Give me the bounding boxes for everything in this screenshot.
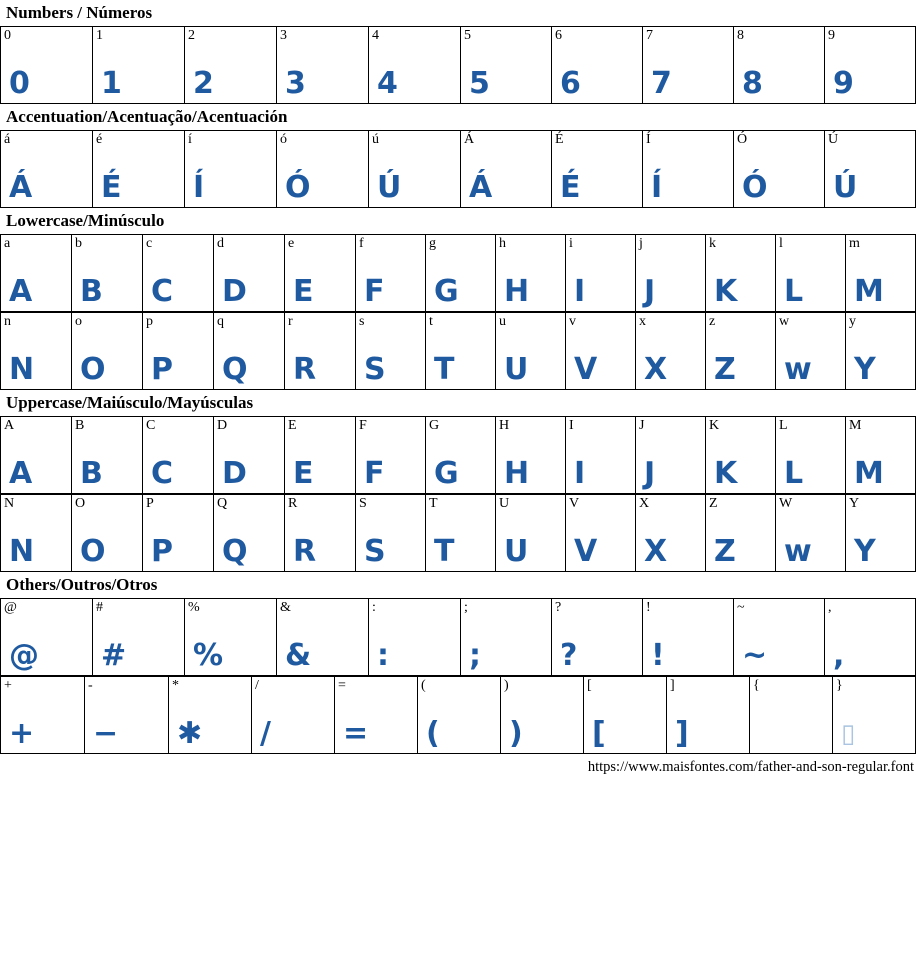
glyph-cell bbox=[461, 598, 552, 676]
glyph-row bbox=[0, 26, 916, 104]
glyph-cell-sample: Ú bbox=[833, 170, 858, 205]
glyph-cell bbox=[566, 234, 636, 312]
glyph-cell bbox=[825, 26, 916, 104]
glyph-cell-label: N bbox=[4, 496, 15, 511]
glyph-cell-sample: 0 bbox=[9, 66, 30, 101]
glyph-cell bbox=[566, 416, 636, 494]
glyph-cell-sample: # bbox=[101, 638, 127, 673]
glyph-cell-sample: Y bbox=[854, 534, 876, 569]
glyph-cell-sample: Q bbox=[222, 534, 248, 569]
glyph-cell-sample: 9 bbox=[833, 66, 854, 101]
glyph-cell bbox=[643, 26, 734, 104]
glyph-cell-sample: Ú bbox=[377, 170, 402, 205]
glyph-cell bbox=[776, 416, 846, 494]
glyph-cell-label: F bbox=[359, 418, 367, 433]
glyph-cell-sample: w bbox=[784, 352, 812, 387]
glyph-cell bbox=[496, 494, 566, 572]
glyph-cell bbox=[369, 26, 461, 104]
glyph-cell bbox=[285, 312, 356, 390]
glyph-cell-label: g bbox=[429, 236, 436, 251]
section-title-numbers: Numbers / Números bbox=[6, 3, 153, 22]
glyph-cell-label: B bbox=[75, 418, 85, 433]
glyph-cell bbox=[552, 598, 643, 676]
glyph-cell bbox=[418, 676, 501, 754]
glyph-cell-label: z bbox=[709, 314, 716, 329]
glyph-cell-label: b bbox=[75, 236, 82, 251]
glyph-cell bbox=[93, 130, 185, 208]
glyph-cell bbox=[143, 234, 214, 312]
glyph-cell bbox=[643, 598, 734, 676]
glyph-cell bbox=[552, 130, 643, 208]
glyph-cell-label: n bbox=[4, 314, 11, 329]
glyph-cell bbox=[252, 676, 335, 754]
glyph-cell-label: Y bbox=[849, 496, 860, 511]
glyph-cell-sample: Ó bbox=[742, 170, 768, 205]
glyph-cell bbox=[426, 234, 496, 312]
glyph-cell bbox=[750, 676, 833, 754]
glyph-cell-label: Q bbox=[217, 496, 228, 511]
glyph-cell-label: d bbox=[217, 236, 224, 251]
glyph-cell-label: l bbox=[779, 236, 783, 251]
glyph-cell-sample: B bbox=[80, 456, 103, 491]
glyph-cell-sample: 5 bbox=[469, 66, 490, 101]
glyph-cell bbox=[1, 26, 93, 104]
glyph-cell-sample: T bbox=[434, 534, 455, 569]
glyph-cell bbox=[277, 130, 369, 208]
glyph-cell-sample: S bbox=[364, 352, 386, 387]
glyph-cell bbox=[496, 312, 566, 390]
glyph-cell-label: + bbox=[4, 678, 12, 693]
glyph-cell-label: f bbox=[359, 236, 364, 251]
glyph-cell bbox=[776, 312, 846, 390]
glyph-cell bbox=[285, 494, 356, 572]
glyph-cell-label: ? bbox=[555, 600, 562, 615]
glyph-cell-label: á bbox=[4, 132, 11, 147]
glyph-cell bbox=[214, 416, 285, 494]
glyph-cell-label: C bbox=[146, 418, 156, 433]
glyph-cell-sample: ; bbox=[469, 638, 481, 673]
glyph-cell-sample: F bbox=[364, 274, 385, 309]
glyph-cell bbox=[825, 130, 916, 208]
glyph-cell bbox=[1, 494, 72, 572]
glyph-cell-sample: F bbox=[364, 456, 385, 491]
glyph-cell bbox=[143, 416, 214, 494]
glyph-cell bbox=[185, 26, 277, 104]
glyph-cell-sample: Y bbox=[854, 352, 876, 387]
glyph-cell-sample: ) bbox=[509, 716, 523, 751]
glyph-cell-sample: O bbox=[80, 352, 106, 387]
glyph-cell bbox=[584, 676, 667, 754]
glyph-cell-sample: J bbox=[644, 274, 656, 309]
glyph-cell-sample: U bbox=[504, 534, 529, 569]
glyph-cell-sample: V bbox=[574, 534, 598, 569]
glyph-cell bbox=[72, 234, 143, 312]
glyph-cell-sample: R bbox=[293, 534, 317, 569]
glyph-cell-label: s bbox=[359, 314, 365, 329]
glyph-cell-sample: É bbox=[101, 170, 122, 205]
glyph-cell bbox=[214, 234, 285, 312]
glyph-cell-label: ] bbox=[670, 678, 675, 693]
glyph-cell-label: m bbox=[849, 236, 860, 251]
glyph-cell bbox=[643, 130, 734, 208]
glyph-cell bbox=[636, 416, 706, 494]
glyph-cell bbox=[825, 598, 916, 676]
glyph-cell-sample: ! bbox=[651, 638, 665, 673]
glyph-cell-sample: K bbox=[714, 274, 738, 309]
section-title-lowercase: Lowercase/Minúsculo bbox=[6, 211, 165, 230]
glyph-cell-label: u bbox=[499, 314, 506, 329]
glyph-cell bbox=[496, 416, 566, 494]
glyph-cell-sample: G bbox=[434, 274, 459, 309]
glyph-cell-label: e bbox=[288, 236, 295, 251]
glyph-cell bbox=[667, 676, 750, 754]
glyph-cell-label: y bbox=[849, 314, 856, 329]
glyph-cell-label: 9 bbox=[828, 28, 835, 43]
glyph-cell bbox=[356, 234, 426, 312]
glyph-row bbox=[0, 494, 916, 572]
glyph-cell-sample: R bbox=[293, 352, 317, 387]
glyph-cell-sample: & bbox=[285, 638, 312, 673]
glyph-cell-label: 6 bbox=[555, 28, 562, 43]
glyph-cell bbox=[185, 598, 277, 676]
glyph-cell-label: Á bbox=[464, 132, 475, 147]
glyph-cell bbox=[72, 494, 143, 572]
glyph-cell-sample: A bbox=[9, 456, 33, 491]
glyph-cell bbox=[214, 494, 285, 572]
glyph-cell bbox=[706, 234, 776, 312]
glyph-cell-sample: G bbox=[434, 456, 459, 491]
glyph-cell-sample: P bbox=[151, 534, 173, 569]
glyph-cell-sample: Q bbox=[222, 352, 248, 387]
glyph-cell-label: j bbox=[639, 236, 643, 251]
section-title-others: Others/Outros/Otros bbox=[6, 575, 158, 594]
glyph-cell-label: c bbox=[146, 236, 153, 251]
glyph-cell-label: h bbox=[499, 236, 506, 251]
glyph-cell-sample: : bbox=[377, 638, 389, 673]
glyph-cell-sample: Z bbox=[714, 352, 736, 387]
glyph-cell-label: I bbox=[569, 418, 574, 433]
glyph-cell-label: 3 bbox=[280, 28, 287, 43]
glyph-cell bbox=[846, 494, 916, 572]
glyph-cell-label: # bbox=[96, 600, 103, 615]
glyph-row bbox=[0, 676, 916, 754]
glyph-cell-sample: V bbox=[574, 352, 598, 387]
glyph-cell-label: v bbox=[569, 314, 576, 329]
glyph-cell-sample: / bbox=[260, 716, 271, 751]
glyph-cell-label: x bbox=[639, 314, 646, 329]
glyph-cell bbox=[143, 312, 214, 390]
glyph-cell-sample: I bbox=[574, 456, 586, 491]
glyph-cell-label: @ bbox=[4, 600, 17, 615]
glyph-cell-sample: L bbox=[784, 274, 804, 309]
glyph-cell bbox=[734, 26, 825, 104]
glyph-cell-sample: S bbox=[364, 534, 386, 569]
glyph-cell bbox=[169, 676, 252, 754]
glyph-cell-label: L bbox=[779, 418, 788, 433]
glyph-cell bbox=[833, 676, 916, 754]
glyph-cell bbox=[214, 312, 285, 390]
glyph-cell-label: 5 bbox=[464, 28, 471, 43]
glyph-cell bbox=[776, 234, 846, 312]
glyph-cell-label: í bbox=[188, 132, 192, 147]
glyph-cell-label: 4 bbox=[372, 28, 379, 43]
glyph-cell-label: Ó bbox=[737, 132, 748, 147]
glyph-cell-sample: C bbox=[151, 456, 174, 491]
glyph-cell bbox=[369, 130, 461, 208]
glyph-cell-label: S bbox=[359, 496, 367, 511]
glyph-cell-sample: H bbox=[504, 274, 530, 309]
glyph-cell bbox=[846, 416, 916, 494]
glyph-cell-sample: N bbox=[9, 352, 35, 387]
glyph-cell bbox=[501, 676, 584, 754]
glyph-cell-label: M bbox=[849, 418, 862, 433]
glyph-cell-label: W bbox=[779, 496, 793, 511]
section-title-accentuation: Accentuation/Acentuação/Acentuación bbox=[6, 107, 288, 126]
glyph-cell-label: } bbox=[836, 678, 843, 693]
glyph-cell bbox=[496, 234, 566, 312]
glyph-cell-sample: B bbox=[80, 274, 103, 309]
glyph-cell-label: R bbox=[288, 496, 298, 511]
glyph-cell-label: X bbox=[639, 496, 650, 511]
glyph-cell-sample: D bbox=[222, 274, 247, 309]
glyph-cell-sample: 3 bbox=[285, 66, 306, 101]
glyph-cell-sample: ( bbox=[426, 716, 440, 751]
glyph-cell-label: p bbox=[146, 314, 153, 329]
glyph-cell-sample: P bbox=[151, 352, 173, 387]
glyph-cell-label: o bbox=[75, 314, 82, 329]
glyph-cell-sample: O bbox=[80, 534, 106, 569]
glyph-cell-label: a bbox=[4, 236, 11, 251]
glyph-cell bbox=[734, 130, 825, 208]
glyph-cell-label: Z bbox=[709, 496, 718, 511]
glyph-cell bbox=[846, 312, 916, 390]
glyph-cell-label: % bbox=[188, 600, 200, 615]
glyph-cell bbox=[706, 494, 776, 572]
glyph-cell bbox=[285, 234, 356, 312]
glyph-cell-label: 8 bbox=[737, 28, 744, 43]
glyph-cell bbox=[143, 494, 214, 572]
glyph-cell-sample: K bbox=[714, 456, 738, 491]
glyph-cell bbox=[426, 416, 496, 494]
glyph-cell bbox=[566, 312, 636, 390]
glyph-cell bbox=[636, 494, 706, 572]
glyph-cell-label: 7 bbox=[646, 28, 653, 43]
glyph-cell bbox=[461, 130, 552, 208]
glyph-cell-label: - bbox=[88, 678, 93, 693]
glyph-cell-sample: E bbox=[293, 456, 314, 491]
glyph-cell-sample: Ó bbox=[285, 170, 311, 205]
glyph-cell-sample: ? bbox=[560, 638, 578, 673]
glyph-cell bbox=[461, 26, 552, 104]
glyph-cell-sample: − bbox=[93, 716, 119, 751]
glyph-cell-sample: 2 bbox=[193, 66, 214, 101]
glyph-cell bbox=[1, 234, 72, 312]
section-title-uppercase: Uppercase/Maiúsculo/Mayúsculas bbox=[6, 393, 254, 412]
glyph-cell-label: É bbox=[555, 132, 564, 147]
glyph-cell-sample: L bbox=[784, 456, 804, 491]
glyph-cell-sample: A bbox=[9, 274, 33, 309]
glyph-cell-label: [ bbox=[587, 678, 592, 693]
glyph-cell-sample: H bbox=[504, 456, 530, 491]
glyph-row bbox=[0, 598, 916, 676]
glyph-cell bbox=[85, 676, 169, 754]
glyph-cell-sample: T bbox=[434, 352, 455, 387]
glyph-cell-label: k bbox=[709, 236, 716, 251]
glyph-cell-sample: I bbox=[574, 274, 586, 309]
glyph-cell bbox=[72, 312, 143, 390]
glyph-cell-sample: Í bbox=[193, 170, 205, 205]
glyph-cell-sample: C bbox=[151, 274, 174, 309]
glyph-cell-label: / bbox=[255, 678, 259, 693]
glyph-cell-label: A bbox=[4, 418, 15, 433]
glyph-cell-label: Ú bbox=[828, 132, 839, 147]
glyph-row bbox=[0, 312, 916, 390]
glyph-row bbox=[0, 130, 916, 208]
glyph-cell-sample: Í bbox=[651, 170, 663, 205]
glyph-cell-sample: 4 bbox=[377, 66, 398, 101]
glyph-cell-label: ) bbox=[504, 678, 509, 693]
glyph-cell bbox=[566, 494, 636, 572]
glyph-cell-sample: 7 bbox=[651, 66, 672, 101]
glyph-cell bbox=[1, 676, 85, 754]
glyph-cell-label: { bbox=[753, 678, 760, 693]
glyph-cell bbox=[846, 234, 916, 312]
glyph-cell-label: Í bbox=[646, 132, 651, 147]
glyph-cell-label: 1 bbox=[96, 28, 103, 43]
glyph-cell-sample: U bbox=[504, 352, 529, 387]
glyph-cell-label: E bbox=[288, 418, 297, 433]
glyph-cell bbox=[1, 598, 93, 676]
glyph-cell bbox=[636, 312, 706, 390]
glyph-cell-label: w bbox=[779, 314, 790, 329]
glyph-cell bbox=[356, 494, 426, 572]
glyph-cell-sample: ] bbox=[675, 716, 689, 751]
glyph-cell-sample: N bbox=[9, 534, 35, 569]
glyph-cell-sample: % bbox=[193, 638, 224, 673]
glyph-cell-label: ó bbox=[280, 132, 287, 147]
glyph-cell-label: 0 bbox=[4, 28, 11, 43]
glyph-cell-label: ~ bbox=[737, 600, 745, 615]
glyph-cell bbox=[706, 312, 776, 390]
glyph-cell-sample: Z bbox=[714, 534, 736, 569]
glyph-cell bbox=[1, 130, 93, 208]
glyph-row bbox=[0, 234, 916, 312]
glyph-cell-label: ; bbox=[464, 600, 468, 615]
glyph-cell bbox=[285, 416, 356, 494]
glyph-cell-label: é bbox=[96, 132, 103, 147]
glyph-cell-label: i bbox=[569, 236, 573, 251]
glyph-cell-sample: w bbox=[784, 534, 812, 569]
glyph-cell-label: P bbox=[146, 496, 154, 511]
glyph-cell bbox=[277, 598, 369, 676]
glyph-cell-sample: 8 bbox=[742, 66, 763, 101]
glyph-cell bbox=[185, 130, 277, 208]
glyph-cell-sample: É bbox=[560, 170, 581, 205]
glyph-cell-sample: X bbox=[644, 352, 668, 387]
glyph-cell-label: = bbox=[338, 678, 346, 693]
glyph-cell-label: r bbox=[288, 314, 293, 329]
glyph-cell-label: D bbox=[217, 418, 228, 433]
glyph-cell bbox=[335, 676, 418, 754]
glyph-cell bbox=[426, 312, 496, 390]
glyph-cell bbox=[1, 312, 72, 390]
glyph-cell-sample: Á bbox=[469, 170, 493, 205]
glyph-cell-label: O bbox=[75, 496, 86, 511]
glyph-cell-sample: @ bbox=[9, 638, 39, 673]
glyph-cell bbox=[426, 494, 496, 572]
glyph-cell-sample: 6 bbox=[560, 66, 581, 101]
glyph-cell-label: U bbox=[499, 496, 510, 511]
glyph-cell-sample: E bbox=[293, 274, 314, 309]
glyph-cell-label: , bbox=[828, 600, 832, 615]
glyph-cell-label: ú bbox=[372, 132, 379, 147]
glyph-cell bbox=[356, 416, 426, 494]
glyph-row bbox=[0, 416, 916, 494]
source-url: https://www.maisfontes.com/father-and-son-regular.font bbox=[587, 759, 914, 775]
glyph-cell-sample: + bbox=[9, 716, 35, 751]
glyph-cell-label: V bbox=[569, 496, 580, 511]
glyph-cell-sample: X bbox=[644, 534, 668, 569]
glyph-cell-sample: J bbox=[644, 456, 656, 491]
glyph-cell-label: : bbox=[372, 600, 376, 615]
glyph-cell-label: G bbox=[429, 418, 440, 433]
glyph-cell bbox=[706, 416, 776, 494]
glyph-cell bbox=[369, 598, 461, 676]
glyph-cell-label: H bbox=[499, 418, 510, 433]
glyph-cell-sample: M bbox=[854, 456, 884, 491]
glyph-cell-label: t bbox=[429, 314, 433, 329]
glyph-cell bbox=[277, 26, 369, 104]
glyph-cell-sample: ~ bbox=[742, 638, 768, 673]
glyph-cell bbox=[552, 26, 643, 104]
glyph-cell bbox=[93, 598, 185, 676]
glyph-cell-sample: ✱ bbox=[177, 716, 203, 751]
glyph-cell-label: q bbox=[217, 314, 224, 329]
glyph-cell-sample: ▯ bbox=[841, 719, 856, 749]
glyph-cell bbox=[356, 312, 426, 390]
glyph-cell bbox=[776, 494, 846, 572]
glyph-cell-label: * bbox=[172, 678, 179, 693]
glyph-cell-label: 2 bbox=[188, 28, 195, 43]
glyph-cell-sample: = bbox=[343, 716, 369, 751]
glyph-cell-label: T bbox=[429, 496, 438, 511]
glyph-cell-label: & bbox=[280, 600, 291, 615]
glyph-cell bbox=[1, 416, 72, 494]
glyph-cell bbox=[72, 416, 143, 494]
glyph-cell-sample: M bbox=[854, 274, 884, 309]
glyph-cell-label: K bbox=[709, 418, 720, 433]
glyph-cell-sample: , bbox=[833, 638, 845, 673]
glyph-cell-sample: 1 bbox=[101, 66, 122, 101]
glyph-cell-label: J bbox=[639, 418, 645, 433]
glyph-cell bbox=[636, 234, 706, 312]
glyph-cell bbox=[93, 26, 185, 104]
glyph-cell-label: ! bbox=[646, 600, 651, 615]
glyph-cell-sample: [ bbox=[592, 716, 606, 751]
glyph-cell-sample: Á bbox=[9, 170, 33, 205]
glyph-cell-label: ( bbox=[421, 678, 426, 693]
glyph-cell-sample: D bbox=[222, 456, 247, 491]
glyph-cell bbox=[734, 598, 825, 676]
